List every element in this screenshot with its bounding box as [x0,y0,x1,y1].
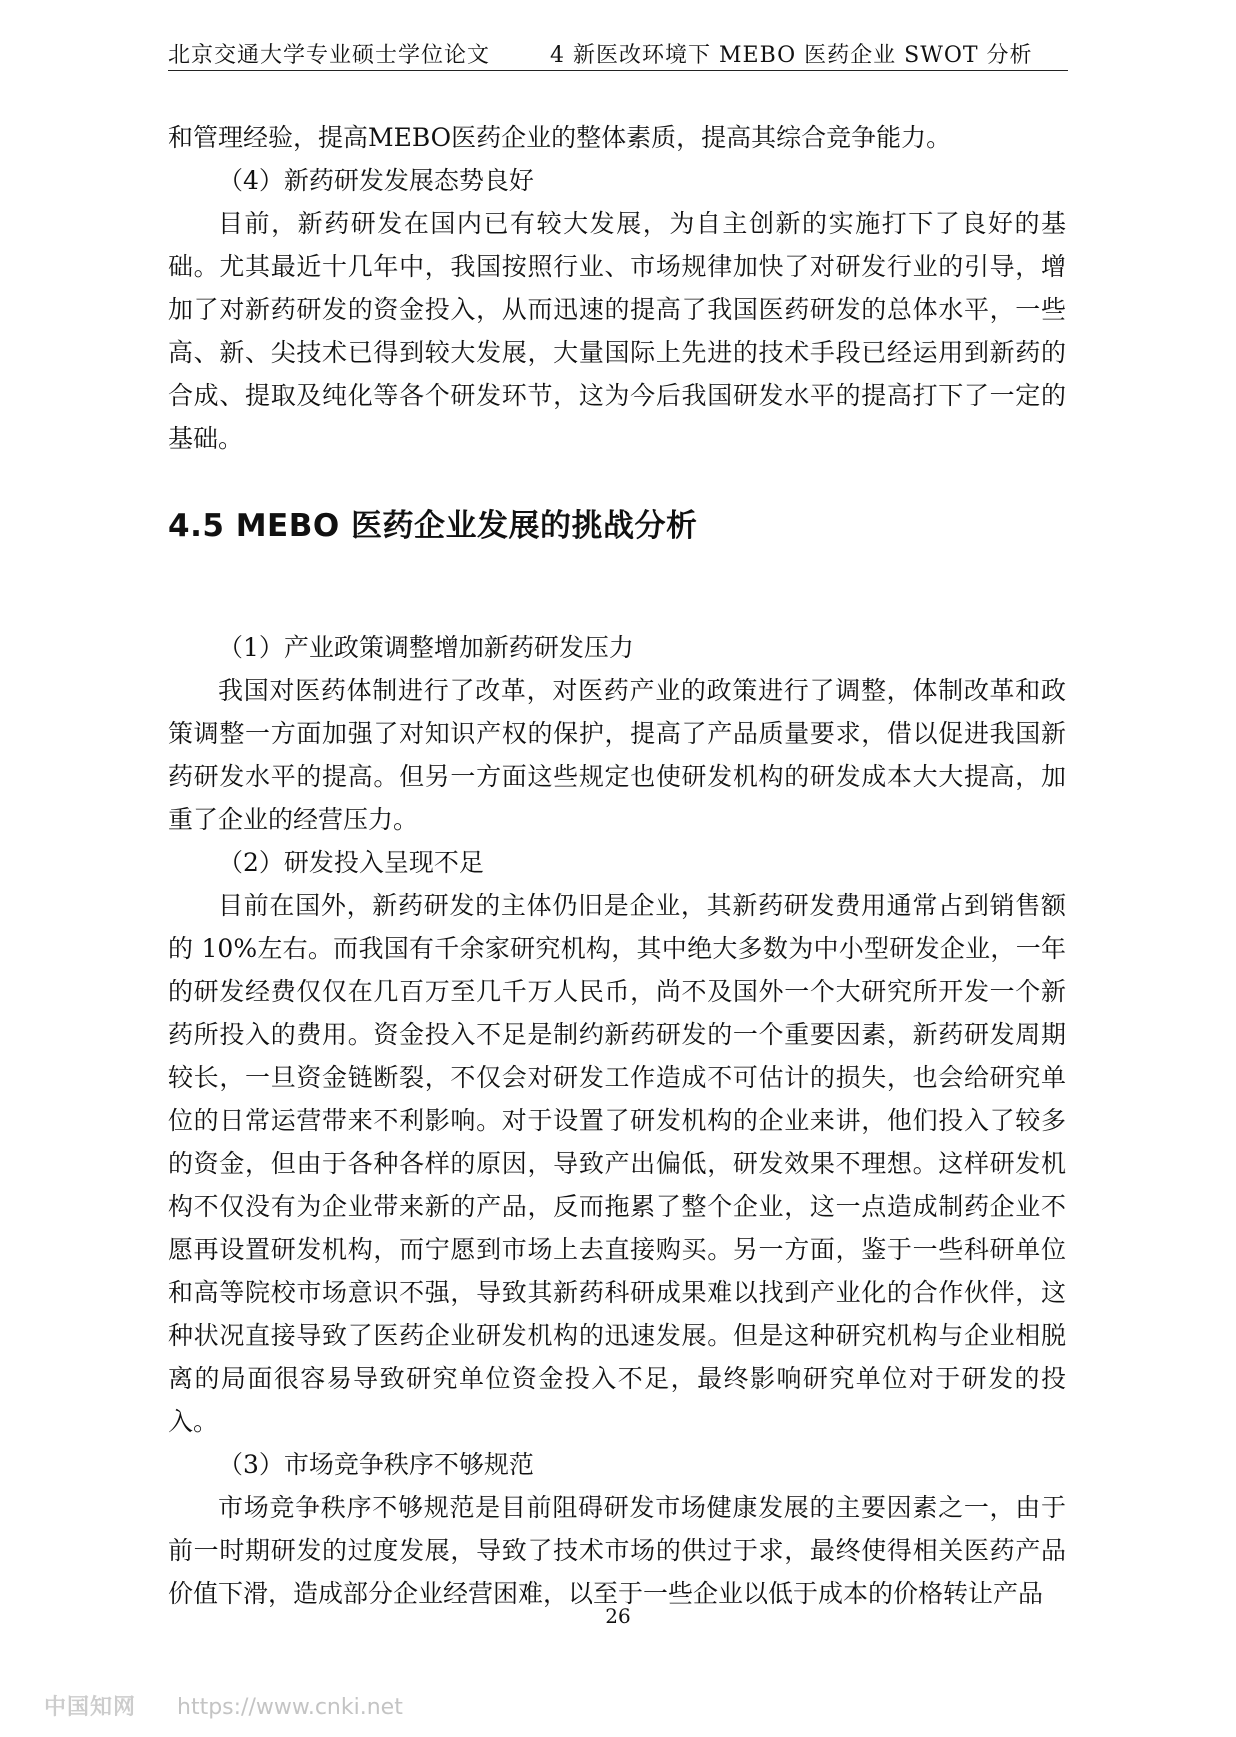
top-text-block [168,116,1066,460]
body-paragraph: 目前在国外，新药研发的主体仍旧是企业，其新药研发费用通常占到销售额的 10%左右。而我国有千余家研究机构，其中绝大多数为中小型研发企业，一年的研发经费仅仅在几百万至几千万人民币，尚不及国外一个大研究所开发一个新药所投入的费用。资金投入不足是制约新药研发的一个重要因素，新药研发周期较长，一旦资金链断裂，不仅会对研发工作造成不可估计的损失，也会给研究单位的日常运营带来不利影响。对于设置了研发机构的企业来讲，他们投入了较多的资金，但由于各种各样的原因，导致产出偏低，研发效果不理想。这样研发机构不仅没有为企业带来新的产品，反而拖累了整个企业，这一点造成制药企业不愿再设置研发机构，而宁愿到市场上去直接购买。另一方面，鉴于一些科研单位和高等院校市场意识不强，导致其新药科研成果难以找到产业化的合作伙伴，这种状况直接导致了医药企业研发机构的迅速发展。但是这种研究机构与企业相脱离的局面很容易导致研究单位资金投入不足，最终影响研究单位对于研发的投入。 [168,891,1066,1436]
running-header [168,38,1068,69]
section-text-block [168,626,1066,1615]
subheading-1: （1）产业政策调整增加新药研发压力 [218,633,634,662]
page-number: 26 [605,1604,631,1628]
subheading-3: （3）市场竞争秩序不够规范 [218,1450,534,1479]
cnki-logo: 中国知网 [44,1695,137,1720]
cnki-watermark [44,1690,403,1721]
section-heading: 4.5 MEBO 医药企业发展的挑战分析 [168,508,698,544]
continuation-paragraph: 和管理经验，提高MEBO医药企业的整体素质，提高其综合竞争能力。 [168,123,952,152]
header-chapter-title: 4 新医改环境下 MEBO 医药企业 SWOT 分析 [550,43,1033,68]
body-paragraph: 市场竞争秩序不够规范是目前阻碍研发市场健康发展的主要因素之一，由于前一时期研发的过度发展，导致了技术市场的供过于求，最终使得相关医药产品价值下滑，造成部分企业经营困难，以至于一些企业以低于成本的价格转让产品 [168,1493,1066,1608]
subheading-2: （2）研发投入呈现不足 [218,848,484,877]
header-thesis-title: 北京交通大学专业硕士学位论文 [168,43,491,68]
cnki-url: https://www.cnki.net [177,1695,403,1720]
subheading-4: （4）新药研发发展态势良好 [218,166,534,195]
body-paragraph: 我国对医药体制进行了改革，对医药产业的政策进行了调整，体制改革和政策调整一方面加强了对知识产权的保护，提高了产品质量要求，借以促进我国新药研发水平的提高。但另一方面这些规定也使研发机构的研发成本大大提高，加重了企业的经营压力。 [168,676,1066,834]
header-rule [168,70,1068,71]
body-paragraph: 目前，新药研发在国内已有较大发展，为自主创新的实施打下了良好的基础。尤其最近十几年中，我国按照行业、市场规律加快了对研发行业的引导，增加了对新药研发的资金投入，从而迅速的提高了我国医药研发的总体水平，一些高、新、尖技术已得到较大发展，大量国际上先进的技术手段已经运用到新药的合成、提取及纯化等各个研发环节，这为今后我国研发水平的提高打下了一定的基础。 [168,209,1066,453]
